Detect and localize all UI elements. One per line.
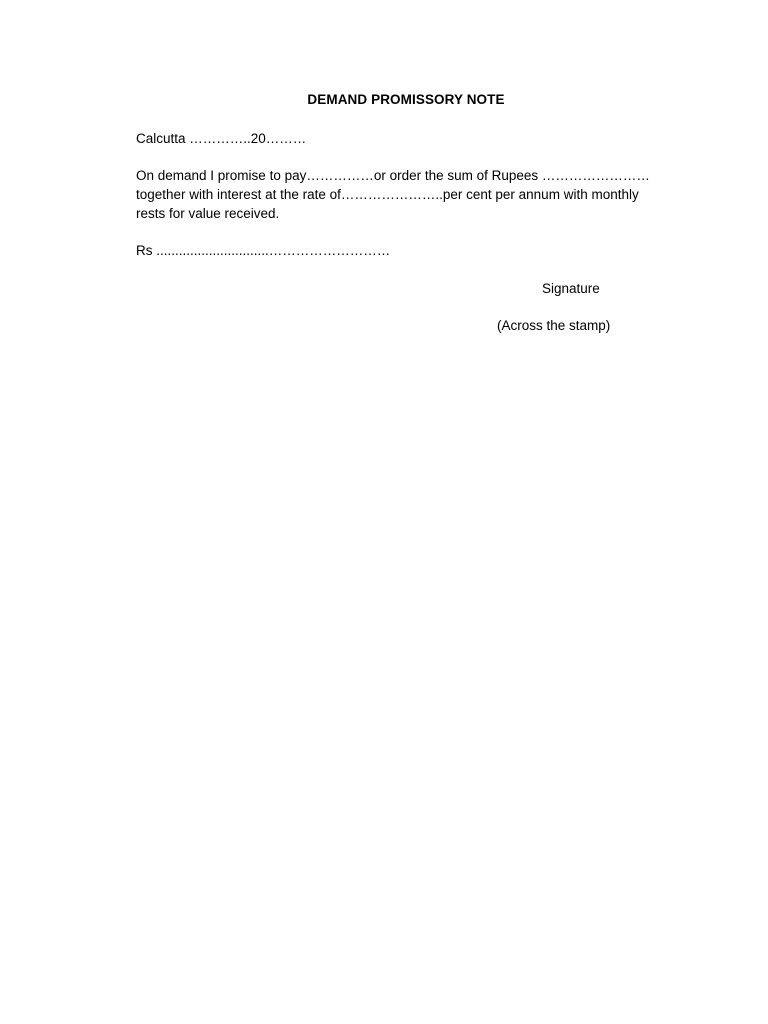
paragraph-line: On demand I promise to pay……………or order the sum of Rupees …………………… — [136, 168, 650, 183]
paragraph-line: rests for value received. — [136, 206, 280, 221]
document-title: DEMAND PROMISSORY NOTE — [307, 92, 505, 107]
place-date-line: Calcutta …………..20……… — [136, 131, 307, 146]
amount-line: Rs ..............................……………………… — [136, 243, 391, 258]
paragraph-line: together with interest at the rate of…………………..per cent per annum with monthly — [136, 187, 639, 202]
promise-paragraph — [136, 166, 676, 223]
signature-label: Signature — [542, 281, 600, 296]
stamp-note: (Across the stamp) — [497, 318, 611, 333]
